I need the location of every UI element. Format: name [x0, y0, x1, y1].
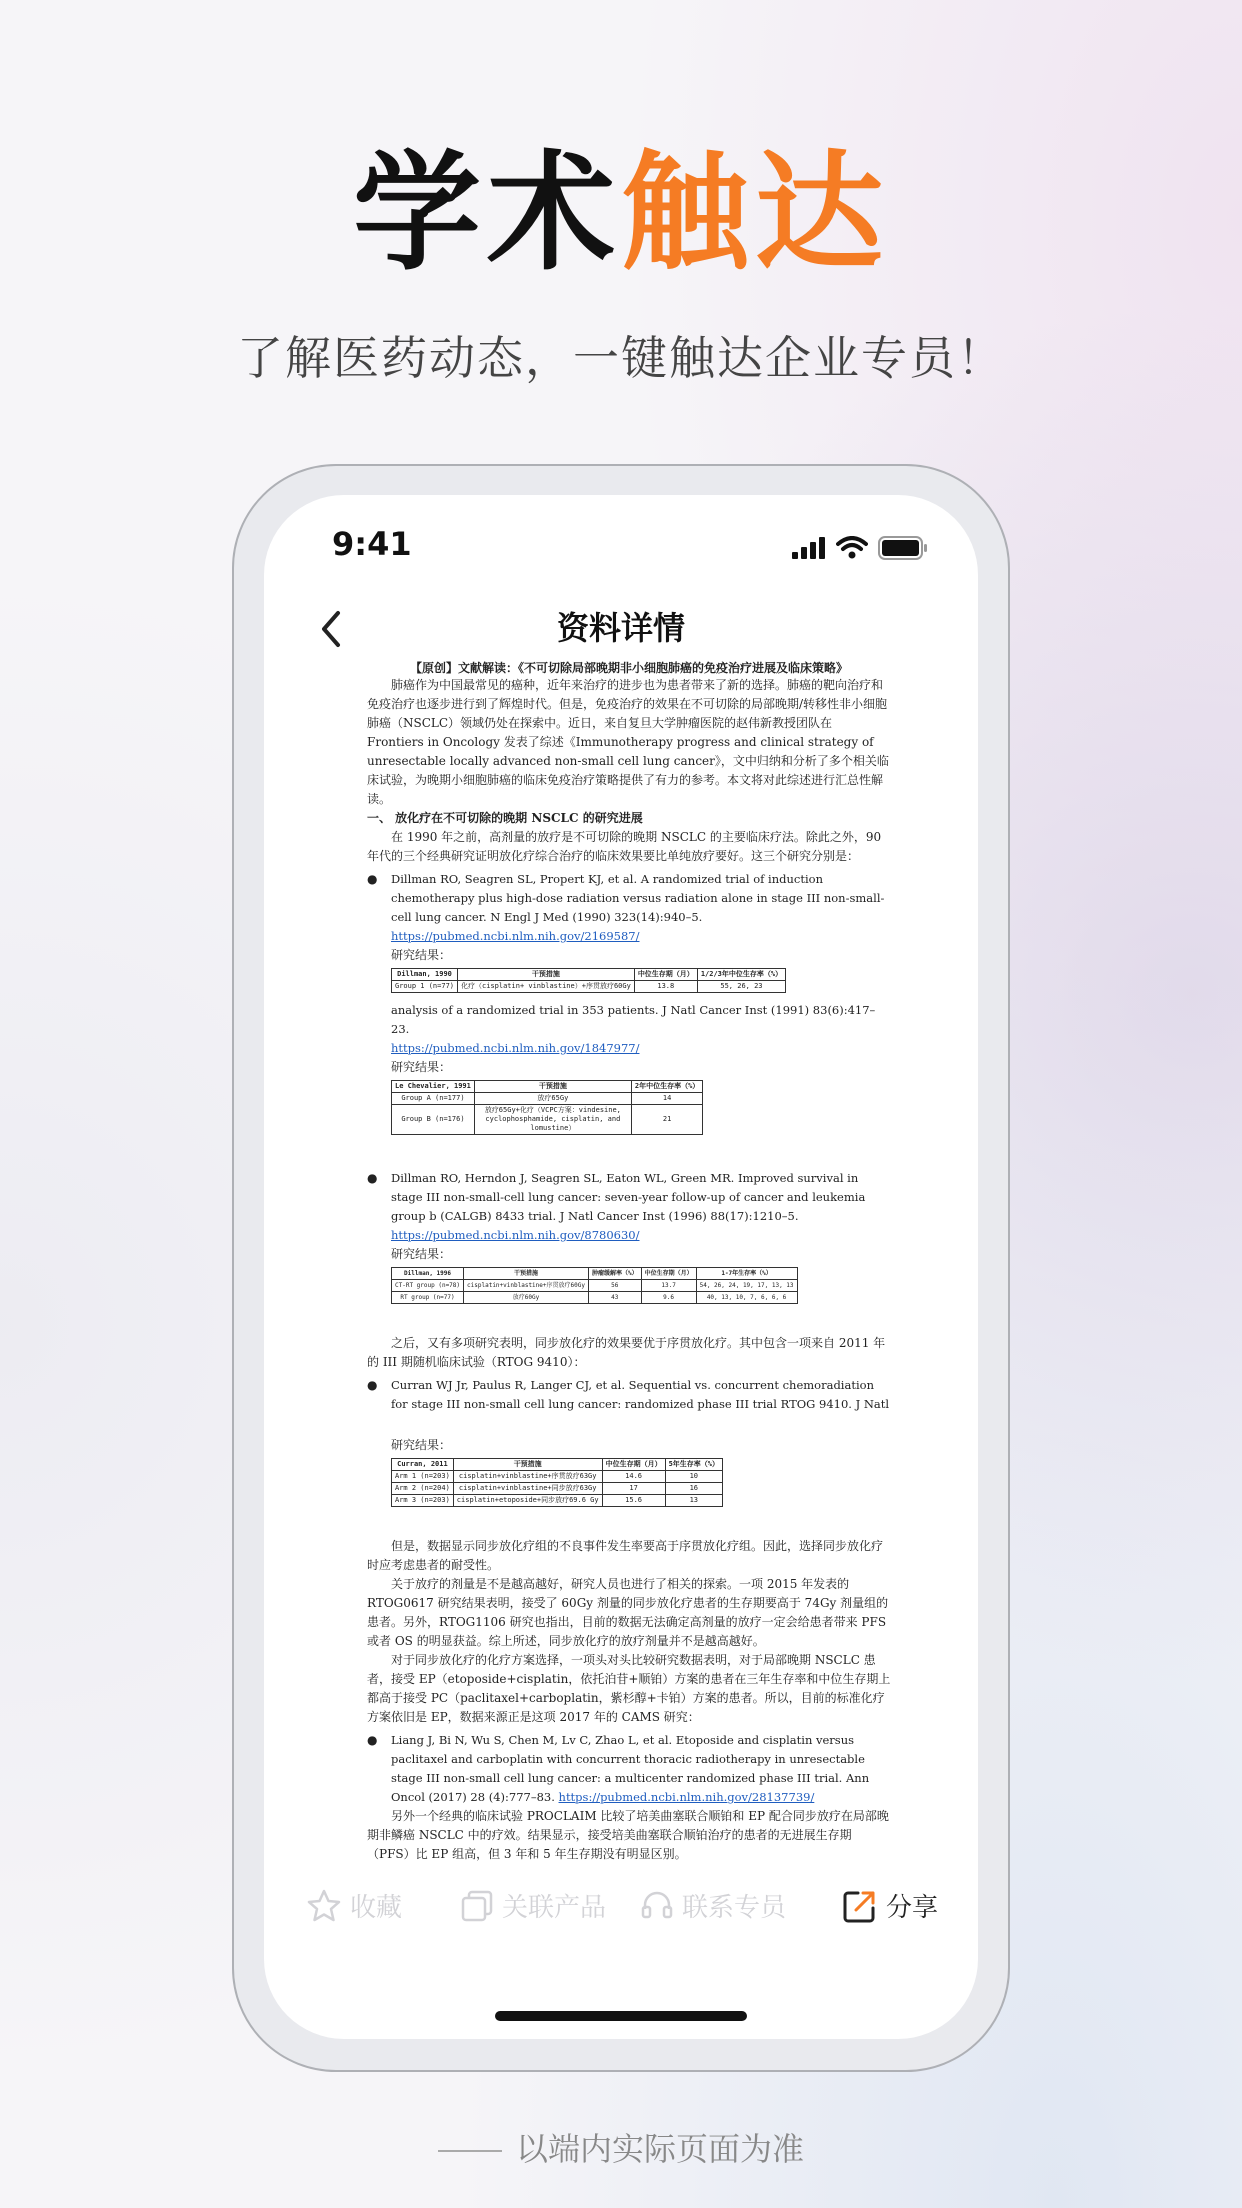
result-table: Dillman, 1990 干预措施 中位生存期（月） 1/2/3年中位生存率（%） Group 1 (n=77) 化疗（cisplatin+ vinblastine）+序贯放疗60Gy 13.8 55, 26, 23 — [391, 968, 786, 993]
result-label: 研究结果： — [391, 1438, 452, 1452]
doc-paragraph: 在 1990 年之前，高剂量的放疗是不可切除的晚期 NSCLC 的主要临床疗法。除此之外，90 年代的三个经典研究证明放化疗综合治疗的临床效果要比单纯放疗要好。这三个研究分别是： — [367, 830, 882, 863]
hero-title — [0, 139, 1242, 288]
contact-rep-button[interactable] — [640, 1887, 786, 1924]
reference-link[interactable]: https://pubmed.ncbi.nlm.nih.gov/1847977/ — [391, 1041, 640, 1055]
reference-item: ● Curran WJ Jr, Paulus R, Langer CJ, et al. Sequential vs. concurrent chemoradiation for stage III non-small cell lung cancer: randomized phase III trial RTOG 9410. J Natl — [367, 1376, 891, 1414]
doc-paragraph: 之后，又有多项研究表明，同步放化疗的效果要优于序贯放化疗。其中包含一项来自 2011 年的 III 期随机临床试验（RTOG 9410）： — [367, 1336, 886, 1369]
reference-item: ● Dillman RO, Seagren SL, Propert KJ, et al. A randomized trial of induction chemotherapy plus high-dose radiation versus radiation alone in stage III non-small-cell lung cancer. N Engl J Med (1990) 323(14):940–5. https://pubmed.ncbi.nlm.nih.gov/2169587/ — [367, 872, 885, 943]
document-preview[interactable] — [367, 659, 891, 1867]
result-label: 研究结果： — [391, 1247, 452, 1261]
related-products-button[interactable] — [460, 1887, 606, 1924]
hero-title-black: 学术 — [352, 139, 621, 288]
doc-section-heading: 一、 放化疗在不可切除的晚期 NSCLC 的研究进展 — [367, 811, 643, 825]
share-button[interactable] — [842, 1887, 938, 1924]
result-label: 研究结果： — [391, 948, 452, 962]
reference-link[interactable]: https://pubmed.ncbi.nlm.nih.gov/28137739/ — [558, 1790, 815, 1804]
result-table: Le Chevalier, 1991 干预措施 2年中位生存率（%） Group A (n=177) 放疗65Gy 14 Group B (n=176) 放疗65Gy+化疗（VCPC方案：vindesine, cyclophosphamide, cisplatin, and lomustine） 21 — [391, 1080, 703, 1135]
reference-item: ● Liang J, Bi N, Wu S, Chen M, Lv C, Zhao L, et al. Etoposide and cisplatin versus paclitaxel and carboplatin with concurrent thoracic radiotherapy in unresectable stage III non-small cell lung cancer: a multicenter randomized phase III trial. Ann Oncol (2017) 28 (4):777–83. https://pubmed.ncbi.nlm.nih.gov/28137739/ — [367, 1733, 870, 1804]
nav-bar — [264, 595, 978, 665]
reference-text: Dillman RO, Herndon J, Seagren SL, Eaton WL, Green MR. Improved survival in stage III non-small-cell lung cancer: seven-year follow-up of cancer and leukemia group b (CALGB) 8433 trial. J Natl Cancer Inst (1996) 88(17):1210–5. — [391, 1171, 866, 1223]
result-table: Curran, 2011 干预措施 中位生存期（月） 5年生存率（%） Arm 1 (n=203) cisplatin+vinblastine+序贯放疗63Gy 14.6 10 Arm 2 (n=204) cisplatin+vinblastine+同步放疗63Gy 17 16 Arm 3 (n=203) cisplatin+etoposide+同步放疗69.6 Gy 15.6 13 — [391, 1458, 723, 1507]
copy-icon — [460, 1889, 494, 1923]
status-bar — [264, 525, 978, 575]
reference-text: Liang J, Bi N, Wu S, Chen M, Lv C, Zhao L, et al. Etoposide and cisplatin versus paclitaxel and carboplatin with concurrent thoracic radiotherapy in unresectable stage III non-small cell lung cancer: a multicenter randomized phase III trial. Ann Oncol (2017) 28 (4):777–83. — [391, 1733, 870, 1804]
related-products-label: 关联产品 — [502, 1893, 607, 1923]
hero-title-accent: 触达 — [621, 139, 890, 288]
reference-link[interactable]: https://pubmed.ncbi.nlm.nih.gov/2169587/ — [391, 929, 640, 943]
reference-item: ● Dillman RO, Herndon J, Seagren SL, Eaton WL, Green MR. Improved survival in stage III non-small-cell lung cancer: seven-year follow-up of cancer and leukemia group b (CALGB) 8433 trial. J Natl Cancer Inst (1996) 88(17):1210–5. https://pubmed.ncbi.nlm.nih.gov/8780630/ — [367, 1171, 866, 1242]
result-label: 研究结果： — [391, 1060, 452, 1074]
status-time: 9:41 — [332, 525, 412, 563]
doc-paragraph: 对于同步放化疗的化疗方案选择，一项头对头比较研究数据表明，对于局部晚期 NSCLC 患者，接受 EP（etoposide+cisplatin，依托泊苷+顺铂）方案的患者在三年生存率和中位生存期上都高于接受 PC（paclitaxel+carboplatin，紫杉醇+卡铂）方案的患者。所以，目前的标准化疗方案依旧是 EP，数据来源正是这项 2017 年的 CAMS 研究： — [367, 1653, 891, 1724]
bottom-toolbar — [264, 1863, 978, 1959]
reference-text: Dillman RO, Seagren SL, Propert KJ, et al. A randomized trial of induction chemotherapy plus high-dose radiation versus radiation alone in stage III non-small-cell lung cancer. N Engl J Med (1990) 323(14):940–5. — [391, 872, 885, 924]
doc-title: 【原创】文献解读：《不可切除局部晚期非小细胞肺癌的免疫治疗进展及临床策略》 — [409, 661, 848, 675]
hero-subtitle: 了解医药动态，一键触达企业专员！ — [237, 331, 1005, 385]
reference-continuation: analysis of a randomized trial in 353 patients. J Natl Cancer Inst (1991) 83(6):417–23. https://pubmed.ncbi.nlm.nih.gov/1847977/ — [391, 1003, 876, 1055]
favorite-button[interactable] — [306, 1887, 402, 1924]
status-icons — [792, 533, 928, 563]
wifi-icon — [836, 536, 868, 560]
contact-rep-label: 联系专员 — [682, 1893, 787, 1923]
home-indicator[interactable] — [495, 2011, 747, 2021]
signal-icon — [792, 537, 826, 559]
result-table: Dillman, 1996 干预措施 肿瘤缓解率（%） 中位生存期（月） 1-7年生存率（%） CT-RT group (n=78) cisplatin+vinblastine+序贯放疗60Gy 56 13.7 54, 26, 24, 19, 17, 13, 13 RT group (n=77) 放疗60Gy 43 9.6 40, 13, 10, 7, 6, 6, 6 — [391, 1267, 798, 1304]
doc-paragraph: 但是，数据显示同步放化疗组的不良事件发生率要高于序贯放化疗组。因此，选择同步放化疗时应考虑患者的耐受性。 — [367, 1539, 884, 1572]
star-icon — [306, 1888, 342, 1924]
reference-text: Curran WJ Jr, Paulus R, Langer CJ, et al. Sequential vs. concurrent chemoradiation for stage III non-small cell lung cancer: randomized phase III trial RTOG 9410. J Natl — [391, 1378, 890, 1411]
doc-paragraph: 另外一个经典的临床试验 PROCLAIM 比较了培美曲塞联合顺铂和 EP 配合同步放疗在局部晚期非鳞癌 NSCLC 中的疗效。结果显示，接受培美曲塞联合顺铂治疗的患者的无进展生存期（PFS）比 EP 组高，但 3 年和 5 年生存期没有明显区别。 — [367, 1809, 889, 1861]
headset-icon — [640, 1889, 674, 1923]
phone-screen — [264, 495, 978, 2039]
footer-note: 以端内实际页面为准 — [0, 2124, 1242, 2170]
favorite-label: 收藏 — [350, 1893, 403, 1923]
reference-link[interactable]: https://pubmed.ncbi.nlm.nih.gov/8780630/ — [391, 1228, 640, 1242]
share-icon — [842, 1888, 878, 1924]
battery-icon — [878, 536, 928, 560]
doc-paragraph: 关于放疗的剂量是不是越高越好，研究人员也进行了相关的探索。一项 2015 年发表的 RTOG0617 研究结果表明，接受了 60Gy 剂量的同步放化疗患者的生存期要高于 74Gy 剂量组的患者。另外，RTOG1106 研究也指出，目前的数据无法确定高剂量的放疗一定会给患者带来 PFS 或者 OS 的明显获益。综上所述，同步放化疗的放疗剂量并不是越高越好。 — [367, 1577, 889, 1648]
page-title: 资料详情 — [556, 609, 685, 647]
share-label: 分享 — [886, 1893, 939, 1923]
doc-intro: 肺癌作为中国最常见的癌种，近年来治疗的进步也为患者带来了新的选择。肺癌的靶向治疗和免疫治疗也逐步进行到了辉煌时代。但是，免疫治疗的效果在不可切除的局部晚期/转移性非小细胞肺癌（NSCLC）领域仍处在探索中。近日，来自复旦大学肿瘤医院的赵伟新教授团队在 Frontiers in Oncology 发表了综述《Immunotherapy progress and clinical strategy of unresectable locally advanced non-small cell lung cancer》，文中归纳和分析了多个相关临床试验，为晚期小细胞肺癌的临床免疫治疗策略提供了有力的参考。本文将对此综述进行汇总性解读。 — [367, 678, 889, 806]
